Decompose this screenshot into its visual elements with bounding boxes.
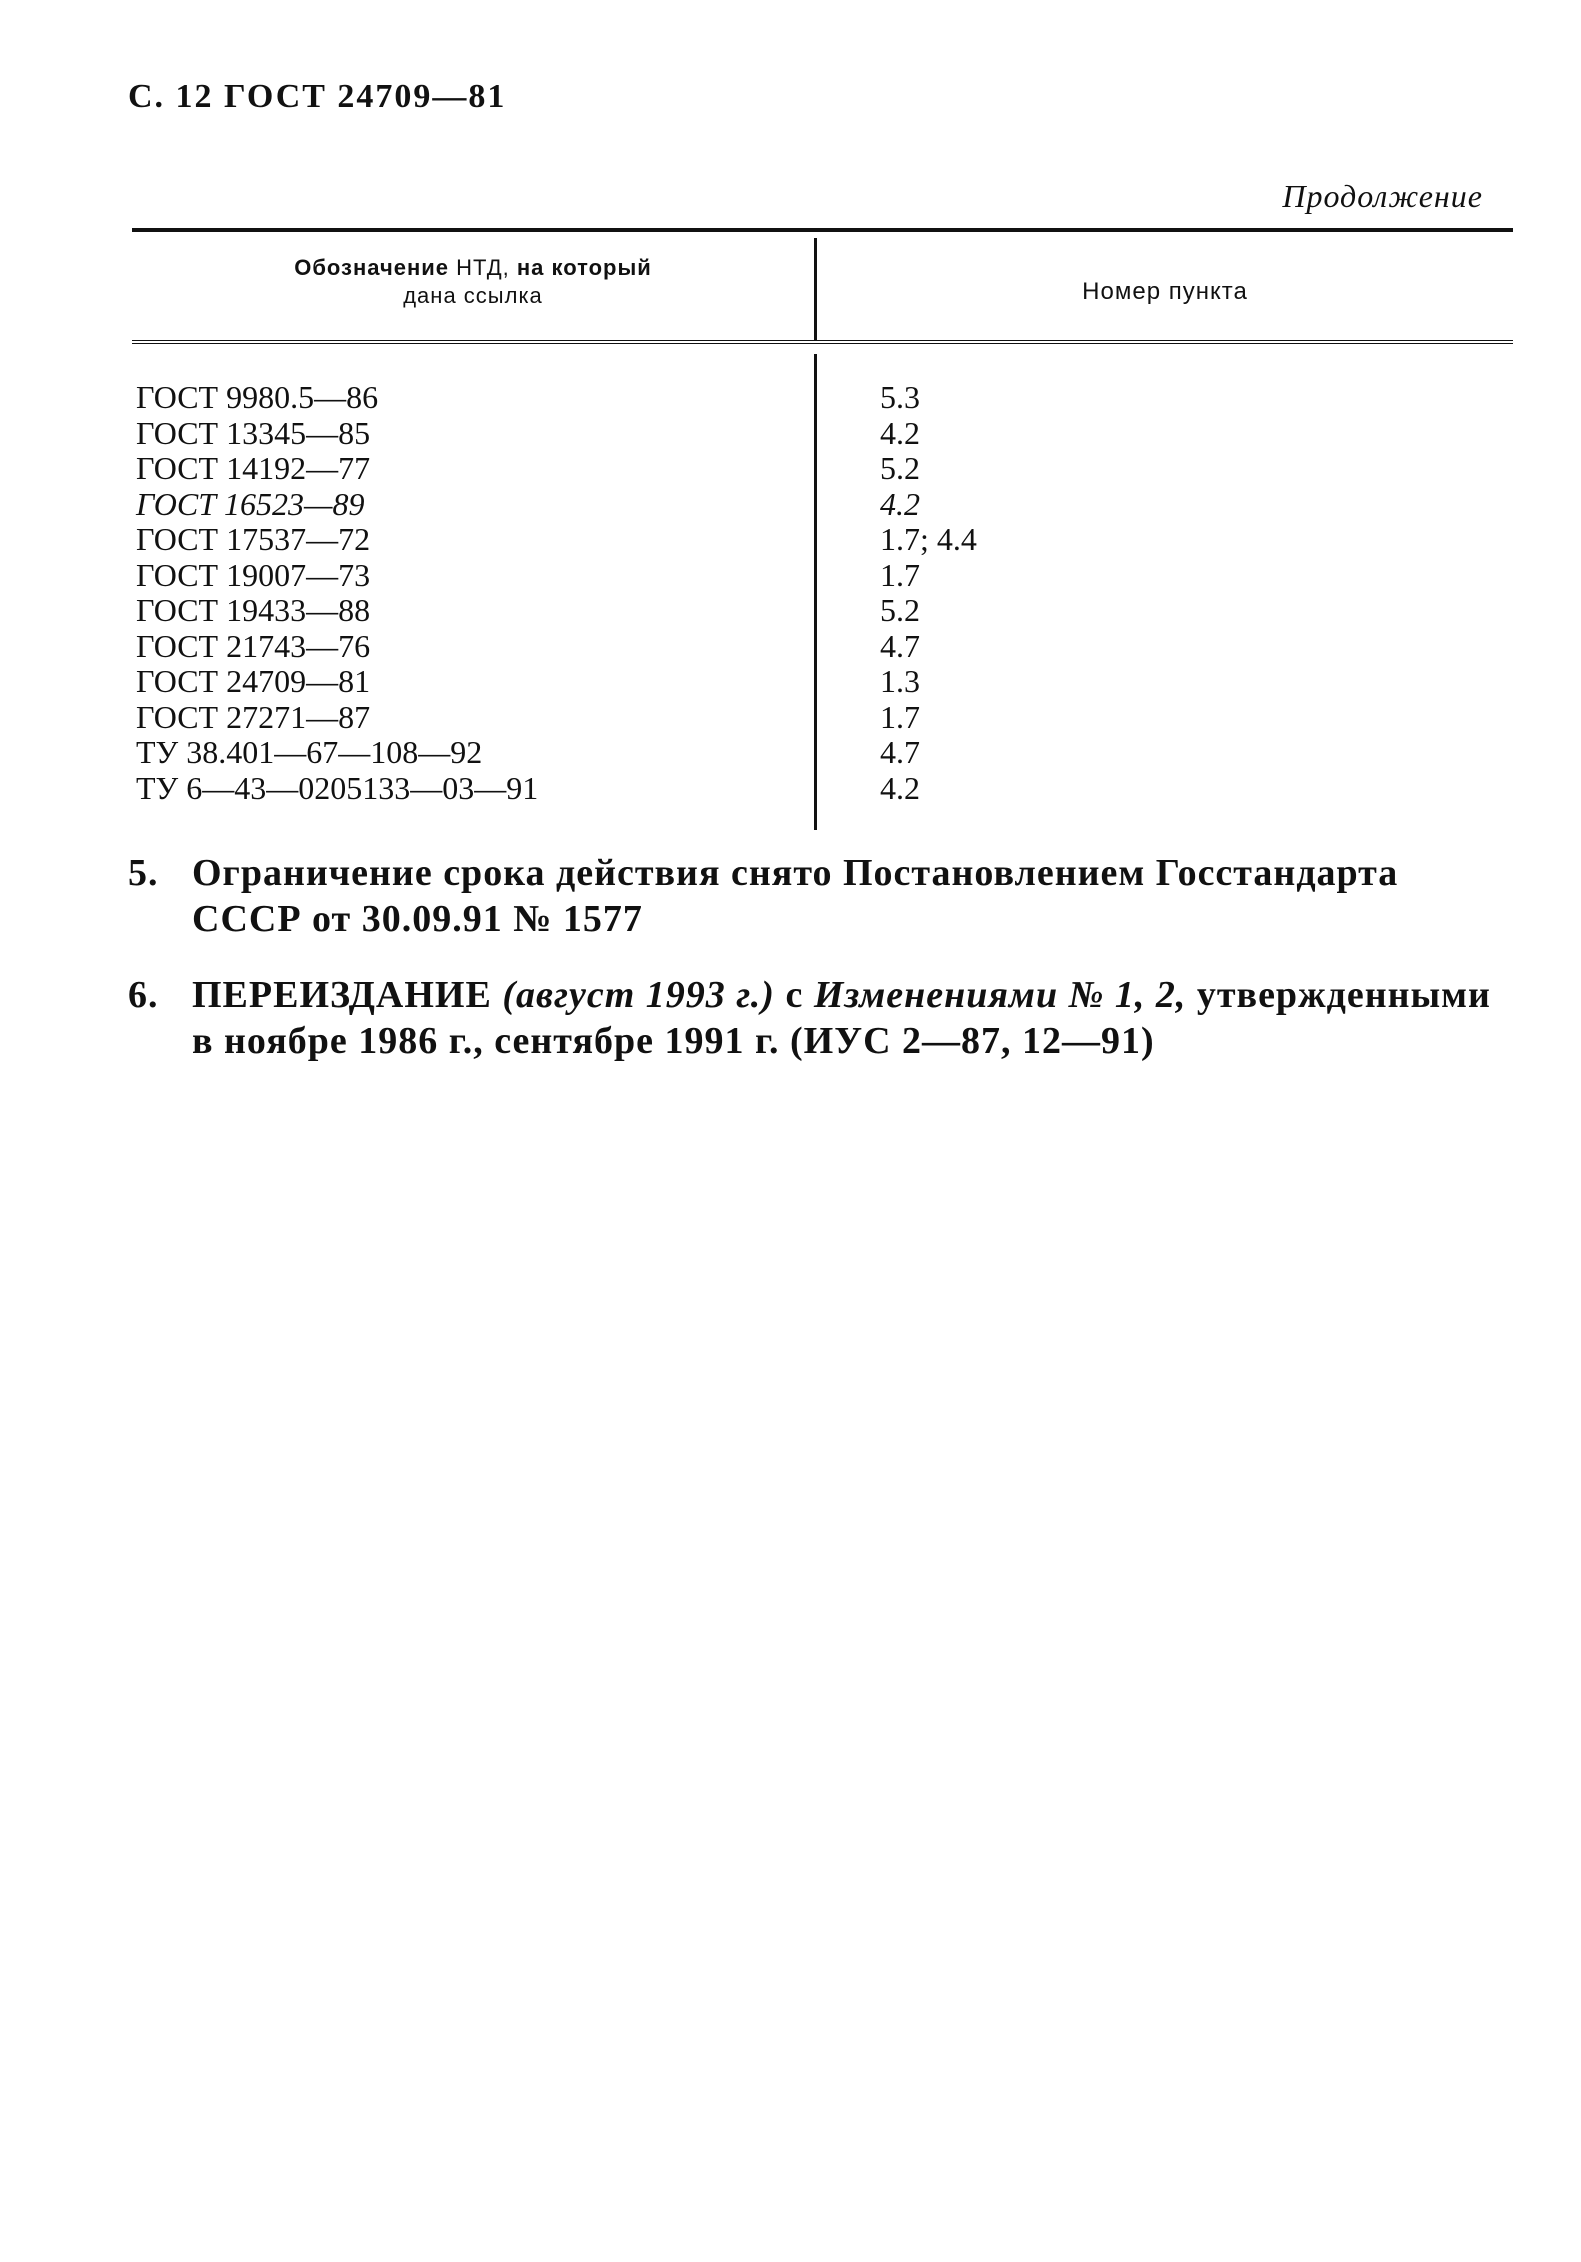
table-row <box>132 664 1513 700</box>
notes-section <box>128 850 1513 1094</box>
row-document: ГОСТ 24709—81 <box>136 663 371 699</box>
row-clause: 5.3 <box>880 379 920 415</box>
row-clause: 1.3 <box>880 663 920 699</box>
row-clause: 1.7; 4.4 <box>880 521 977 557</box>
note-text-amendments: Изменениями № 1, 2, <box>813 974 1187 1016</box>
table-header-rule <box>132 340 1513 347</box>
row-clause: 5.2 <box>880 450 920 486</box>
note-item <box>128 972 1513 1064</box>
row-clause: 1.7 <box>880 698 920 735</box>
column-header-document-mid: НТД, <box>449 255 517 280</box>
continuation-label: Продолжение <box>1282 178 1483 214</box>
column-header-document <box>132 254 814 310</box>
table-row <box>132 700 1513 736</box>
row-clause: 5.2 <box>880 592 920 628</box>
table-row <box>132 487 1513 523</box>
note-number: 5. <box>128 852 159 894</box>
column-header-document-line2: дана ссылка <box>403 283 543 308</box>
note-text-reissue: ПЕРЕИЗДАНИЕ <box>192 974 503 1016</box>
table-row <box>132 771 1513 807</box>
row-document: ГОСТ 9980.5—86 <box>136 379 379 415</box>
table-row <box>132 451 1513 487</box>
note-text-date: (август 1993 г.) <box>502 974 775 1016</box>
table-row <box>132 522 1513 558</box>
note-number: 6. <box>128 974 159 1016</box>
table-row <box>132 629 1513 665</box>
row-clause: 4.2 <box>880 414 920 451</box>
row-clause: 4.2 <box>880 485 920 522</box>
table-body <box>132 380 1513 806</box>
row-document: ГОСТ 16523—89 <box>136 485 365 522</box>
column-header-clause: Номер пункта <box>1082 278 1248 305</box>
table-row <box>132 558 1513 594</box>
table-row <box>132 416 1513 452</box>
row-document: ГОСТ 13345—85 <box>136 414 371 451</box>
row-document: ГОСТ 21743—76 <box>136 627 371 664</box>
note-text: Ограничение срока действия снято Постановлением Госстандарта СССР от 30.09.91 № 1577 <box>192 852 1399 940</box>
row-document: ГОСТ 17537—72 <box>136 521 371 557</box>
row-document: ТУ 38.401—67—108—92 <box>136 734 483 770</box>
table-row <box>132 593 1513 629</box>
row-clause: 4.2 <box>880 769 920 806</box>
row-document: ТУ 6—43—0205133—03—91 <box>136 769 539 806</box>
row-clause: 4.7 <box>880 734 920 770</box>
row-clause: 4.7 <box>880 627 920 664</box>
row-document: ГОСТ 19007—73 <box>136 556 371 593</box>
column-header-document-bold2: на который <box>516 255 652 280</box>
column-header-document-bold: Обозначение <box>294 255 450 280</box>
note-text-approved: утвержденными в ноябре 1986 г., сентябре 1991 г. (ИУС 2—87, 12—91) <box>192 974 1491 1062</box>
table-row <box>132 735 1513 771</box>
row-document: ГОСТ 27271—87 <box>136 698 371 735</box>
note-text-with: с <box>774 974 814 1016</box>
note-item <box>128 850 1513 942</box>
table-top-rule <box>132 228 1513 232</box>
row-document: ГОСТ 19433—88 <box>136 592 371 628</box>
table-row <box>132 380 1513 416</box>
reference-table <box>132 228 1513 830</box>
row-document: ГОСТ 14192—77 <box>136 450 371 486</box>
row-clause: 1.7 <box>880 556 920 593</box>
page-header: С. 12 ГОСТ 24709—81 <box>128 78 507 115</box>
